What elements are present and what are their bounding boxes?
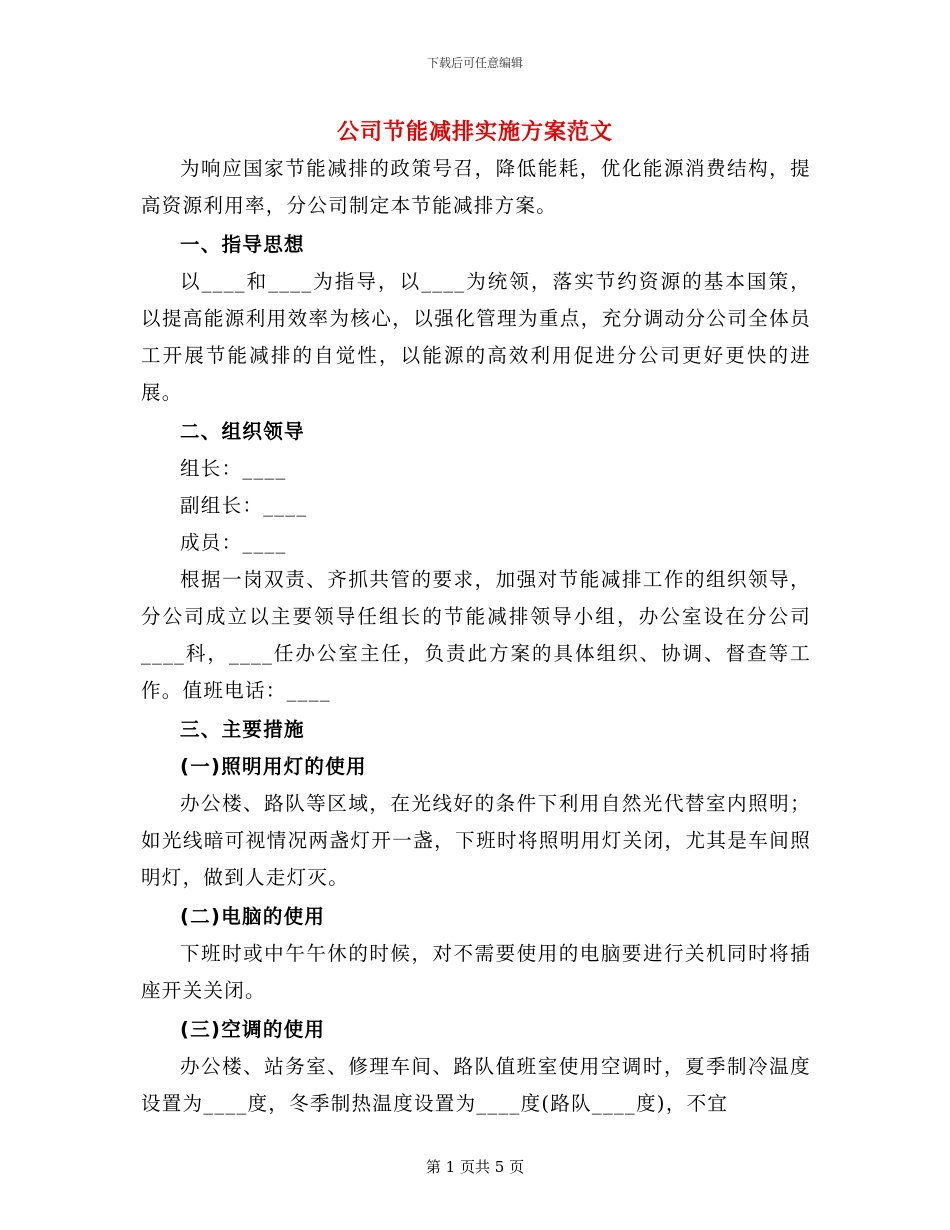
subheading-air-conditioning: (三)空调的使用: [180, 1018, 326, 1041]
section-heading-organization: 二、组织领导: [180, 420, 305, 443]
page-footer: 第 1 页共 5 页: [425, 1158, 525, 1176]
subheading-computers: (二)电脑的使用: [180, 905, 326, 928]
deputy-leader-line: 副组长：____: [180, 494, 308, 517]
header-note: 下载后可任意编辑: [426, 56, 523, 70]
intro-paragraph: 为响应国家节能减排的政策号召，降低能耗，优化能源消费结构，提高资源利用率，分公司制定本节能减排方案。: [141, 157, 811, 217]
computers-paragraph: 下班时或中午午休的时候，对不需要使用的电脑要进行关机同时将插座开关关闭。: [141, 942, 811, 1002]
document-title: 公司节能减排实施方案范文: [336, 119, 613, 145]
lighting-paragraph: 办公楼、路队等区域，在光线好的条件下利用自然光代替室内照明；如光线暗可视情况两盏灯开一盏，下班时将照明用灯关闭，尤其是车间照明灯，做到人走灯灭。: [141, 792, 811, 889]
subheading-lighting: (一)照明用灯的使用: [180, 755, 367, 778]
organization-paragraph: 根据一岗双责、齐抓共管的要求，加强对节能减排工作的组织领导，分公司成立以主要领导任组长的节能减排领导小组，办公室设在分公司____科，____任办公室主任，负责此方案的具体组织、协调、督查等工作。值班电话：____: [141, 568, 811, 702]
guiding-ideology-paragraph: 以____和____为指导，以____为统领，落实节约资源的基本国策，以提高能源利用效率为核心，以强化管理为重点，充分调动分公司全体员工开展节能减排的自觉性，以能源的高效利用促进分公司更好更快的进展。: [141, 270, 811, 404]
section-heading-guiding-ideology: 一、指导思想: [180, 233, 305, 256]
air-conditioning-paragraph: 办公楼、站务室、修理车间、路队值班室使用空调时，夏季制冷温度设置为____度，冬季制热温度设置为____度(路队____度)，不宜: [141, 1055, 811, 1115]
document-body: [141, 150, 811, 1122]
section-heading-main-measures: 三、主要措施: [180, 718, 305, 741]
leader-line: 组长：____: [180, 457, 287, 480]
members-line: 成员：____: [180, 531, 287, 554]
